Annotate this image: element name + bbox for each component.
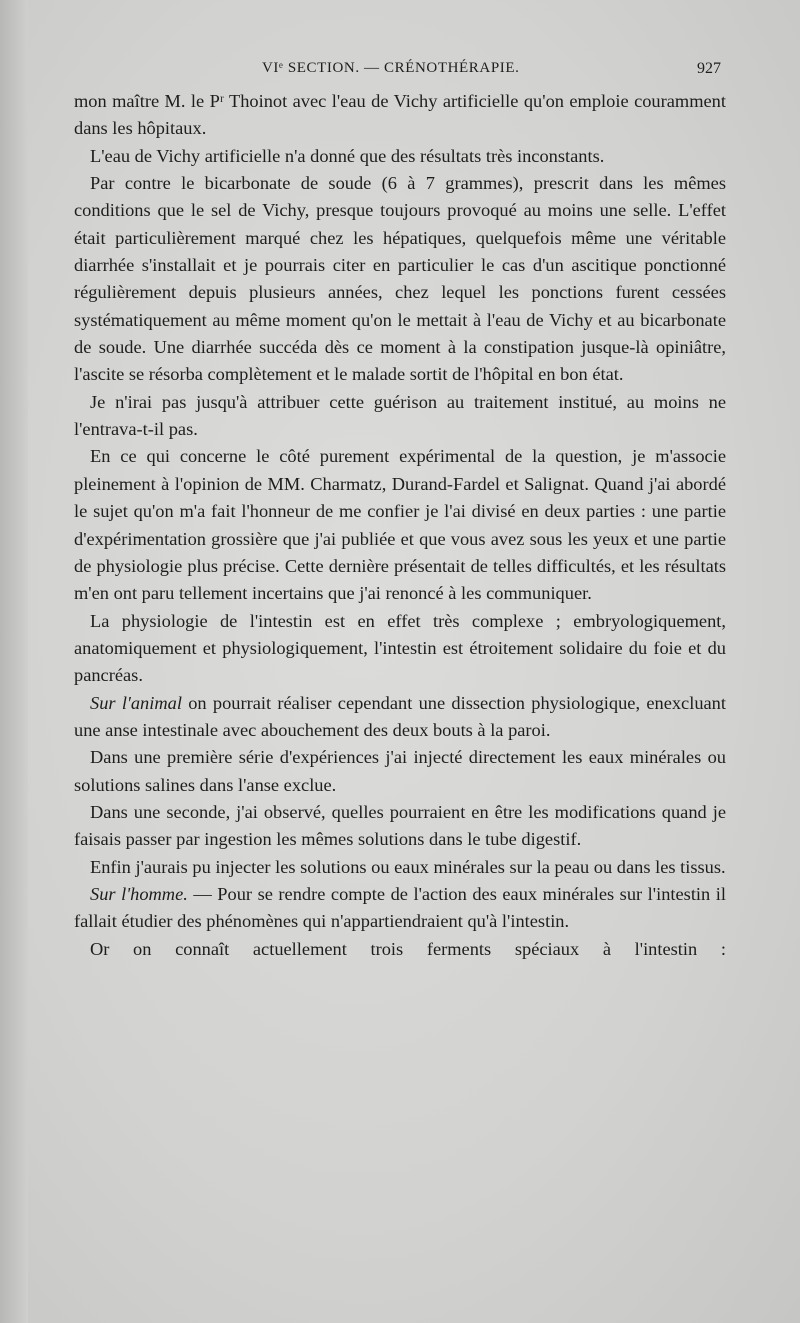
running-head: VIᵉ SECTION. — CRÉNOTHÉRAPIE. — [262, 60, 520, 76]
paragraph-3: Par contre le bicarbonate de soude (6 à 7 grammes), prescrit dans les mêmes conditions que le sel de Vichy, presque toujours provoqué au moins une selle. L'effet était particulièrement marqué chez les hépatiques, quelquefois même une véritable diarrhée s'installait et je pourrais citer en particulier le cas d'un ascitique ponctionné régulièrement depuis plusieurs années, chez lequel les ponctions furent cessées systématiquement au même moment qu'on le mettait à l'eau de Vichy et au bicarbonate de soude. Une diarrhée succéda dès ce moment à la constipation jusque-là opiniâtre, l'ascite se résorba complètement et le malade sortit de l'hôpital en bon état. — [74, 173, 726, 385]
page-number: 927 — [697, 60, 721, 77]
paragraph-10: Enfin j'aurais pu injecter les solutions ou eaux minérales sur la peau ou dans les tissus. — [90, 856, 726, 877]
body-text — [74, 88, 726, 963]
paragraph-2: L'eau de Vichy artificielle n'a donné que des résultats très inconstants. — [90, 145, 605, 166]
paragraph-1: mon maître M. le Pʳ Thoinot avec l'eau de Vichy artificielle qu'on emploie couramment dans les hôpitaux. — [74, 91, 726, 139]
paragraph-7: Sur l'animal on pourrait réaliser cependant une dissection physiologique, enexcluant une anse intestinale avec abouchement des deux bouts à la paroi. — [74, 692, 726, 740]
paragraph-9: Dans une seconde, j'ai observé, quelles pourraient en être les modifications quand je faisais passer par ingestion les mêmes solutions dans le tube digestif. — [74, 801, 726, 850]
paragraph-6: La physiologie de l'intestin est en effet très complexe ; embryologiquement, anatomiquement et physiologiquement, l'intestin est étroitement solidaire du foie et du pancréas. — [74, 610, 726, 686]
page-gutter-shadow — [0, 0, 28, 1323]
paragraph-4: Je n'irai pas jusqu'à attribuer cette guérison au traitement institué, au moins ne l'entrava-t-il pas. — [74, 391, 726, 440]
paragraph-5: En ce qui concerne le côté purement expérimental de la question, je m'associe pleinement à l'opinion de MM. Charmatz, Durand-Fardel et Salignat. Quand j'ai abordé le sujet qu'on m'a fait l'honneur de me confier je l'ai divisé en deux parties : une partie d'expérimentation grossière que j'ai publiée et que vous avez sous les yeux et une partie de physiologie plus précise. Cette dernière présentait de telles difficultés, et les résultats m'en ont paru tellement incertains que j'ai renoncé à les communiquer. — [74, 446, 726, 604]
paragraph-11: Sur l'homme. — Pour se rendre compte de l'action des eaux minérales sur l'intestin il fallait étudier des phénomènes qui n'appartiendraient qu'à l'intestin. — [74, 883, 726, 932]
page-header — [0, 60, 800, 86]
paragraph-12: Or on connaît actuellement trois ferments spéciaux à l'intestin : — [90, 938, 726, 959]
italic-phrase: Sur l'animal — [90, 692, 182, 713]
italic-phrase: Sur l'homme. — [90, 883, 188, 904]
paragraph-8: Dans une première série d'expériences j'ai injecté directement les eaux minérales ou solutions salines dans l'anse exclue. — [74, 747, 726, 795]
